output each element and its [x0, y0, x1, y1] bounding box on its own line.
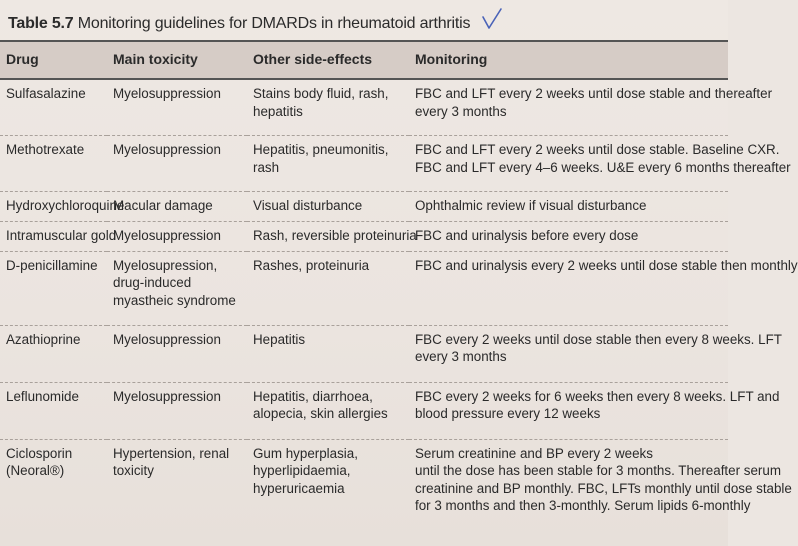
- cell-line: drug-induced: [113, 275, 192, 290]
- cell-drug: [0, 251, 107, 325]
- cell-line: every 3 months: [415, 349, 507, 364]
- cell-side-effects: [247, 79, 409, 136]
- table-row: [0, 251, 728, 325]
- cell-line: Hypertension, renal: [113, 445, 230, 461]
- cell-line: Myelosuppression: [113, 86, 221, 101]
- cell-monitoring: [409, 382, 780, 439]
- cell-line: hyperuricaemia: [253, 480, 345, 496]
- handwritten-checkmark-icon: [481, 8, 503, 35]
- cell-drug: [0, 382, 107, 439]
- cell-line: FBC every 2 weeks until dose stable then every 8 weeks. LFT: [415, 331, 782, 347]
- cell-main-toxicity: [107, 439, 247, 531]
- cell-line: D-penicillamine: [6, 257, 98, 273]
- cell-line: FBC and urinalysis every 2 weeks until dose stable then monthly: [415, 257, 798, 273]
- cell-side-effects: [247, 382, 409, 439]
- cell-line: FBC and urinalysis before every dose: [415, 227, 639, 243]
- cell-line: rash: [253, 159, 280, 175]
- cell-line: Gum hyperplasia,: [253, 445, 358, 461]
- header-drug: Drug: [0, 41, 107, 79]
- cell-line: FBC and LFT every 2 weeks until dose stable and thereafter: [415, 86, 773, 101]
- cell-line: Myelosuppression: [113, 142, 221, 157]
- cell-line: Myelosuppression: [113, 227, 221, 243]
- cell-line: until the dose has been stable for 3 months. Thereafter serum: [415, 463, 781, 478]
- cell-line: Hydroxychloroquine: [6, 198, 125, 213]
- cell-drug: [0, 136, 107, 192]
- cell-line: Sulfasalazine: [6, 86, 86, 101]
- cell-side-effects: [247, 325, 409, 382]
- table-row: [0, 79, 728, 136]
- table-row: [0, 136, 728, 192]
- cell-line: Azathioprine: [6, 331, 81, 347]
- cell-line: FBC every 2 weeks for 6 weeks then every 8 weeks. LFT and: [415, 388, 780, 404]
- table-row: [0, 192, 728, 222]
- cell-monitoring: [409, 439, 792, 531]
- cell-drug: [0, 221, 117, 251]
- cell-line: Hepatitis, diarrhoea,: [253, 388, 373, 404]
- table-header-row: [0, 41, 728, 79]
- cell-line: Intramuscular gold: [6, 227, 117, 243]
- cell-line: Ophthalmic review if visual disturbance: [415, 198, 647, 213]
- cell-line: Rashes, proteinuria: [253, 257, 370, 273]
- cell-line: Myelosuppression: [113, 388, 221, 404]
- cell-line: FBC and LFT every 2 weeks until dose stable. Baseline CXR.: [415, 142, 780, 157]
- cell-line: myastheic syndrome: [113, 292, 236, 308]
- cell-line: Serum creatinine and BP every 2 weeks: [415, 445, 653, 461]
- cell-line: Hepatitis, pneumonitis,: [253, 142, 389, 157]
- cell-line: hyperlipidaemia,: [253, 463, 351, 478]
- cell-side-effects: [247, 136, 409, 192]
- cell-monitoring: [409, 79, 773, 136]
- cell-line: Methotrexate: [6, 142, 85, 157]
- cell-line: Myelosupression,: [113, 257, 218, 273]
- cell-main-toxicity: [107, 136, 247, 192]
- cell-side-effects: [247, 251, 409, 325]
- cell-line: (Neoral®): [6, 463, 65, 478]
- cell-side-effects: [247, 192, 409, 222]
- cell-drug: [0, 79, 107, 136]
- cell-line: Macular damage: [113, 198, 213, 213]
- cell-main-toxicity: [107, 382, 247, 439]
- cell-side-effects: [247, 439, 409, 531]
- cell-monitoring: [409, 251, 798, 325]
- cell-monitoring: [409, 136, 791, 192]
- cell-monitoring: [409, 192, 728, 222]
- cell-line: FBC and LFT every 4–6 weeks. U&E every 6 months thereafter: [415, 159, 791, 175]
- header-main-toxicity: Main toxicity: [107, 41, 247, 79]
- cell-line: Rash, reversible proteinuria: [253, 227, 417, 243]
- table-row: [0, 325, 728, 382]
- cell-line: Ciclosporin: [6, 445, 73, 461]
- cell-line: blood pressure every 12 weeks: [415, 406, 601, 421]
- cell-drug: [0, 192, 125, 222]
- table-row: [0, 221, 728, 251]
- cell-line: Hepatitis: [253, 331, 306, 347]
- cell-line: Leflunomide: [6, 388, 79, 404]
- header-monitoring: Monitoring: [409, 41, 728, 79]
- cell-drug: [0, 325, 107, 382]
- cell-line: toxicity: [113, 463, 154, 478]
- dmard-monitoring-table: [0, 40, 798, 531]
- header-other-side-effects: Other side-effects: [247, 41, 409, 79]
- cell-main-toxicity: [107, 221, 247, 251]
- cell-line: creatinine and BP monthly. FBC, LFTs monthly until dose stable: [415, 480, 792, 496]
- table-title-text: Monitoring guidelines for DMARDs in rheumatoid arthritis: [77, 15, 471, 32]
- cell-line: Myelosuppression: [113, 331, 221, 347]
- cell-line: Stains body fluid, rash,: [253, 86, 389, 101]
- table-row: [0, 439, 728, 531]
- cell-monitoring: [409, 325, 782, 382]
- table-row: [0, 382, 728, 439]
- cell-main-toxicity: [107, 251, 247, 325]
- cell-line: for 3 months and then 3-monthly. Serum lipids 6-monthly: [415, 498, 751, 513]
- cell-line: alopecia, skin allergies: [253, 406, 388, 421]
- cell-drug: [0, 439, 107, 531]
- cell-line: every 3 months: [415, 103, 507, 119]
- cell-monitoring: [409, 221, 728, 251]
- cell-line: Visual disturbance: [253, 198, 363, 213]
- table-title: [8, 8, 708, 35]
- cell-main-toxicity: [107, 79, 247, 136]
- cell-main-toxicity: [107, 325, 247, 382]
- cell-side-effects: [247, 221, 417, 251]
- table-title-label: Table 5.7: [8, 15, 74, 32]
- cell-line: hepatitis: [253, 103, 303, 119]
- cell-main-toxicity: [107, 192, 247, 222]
